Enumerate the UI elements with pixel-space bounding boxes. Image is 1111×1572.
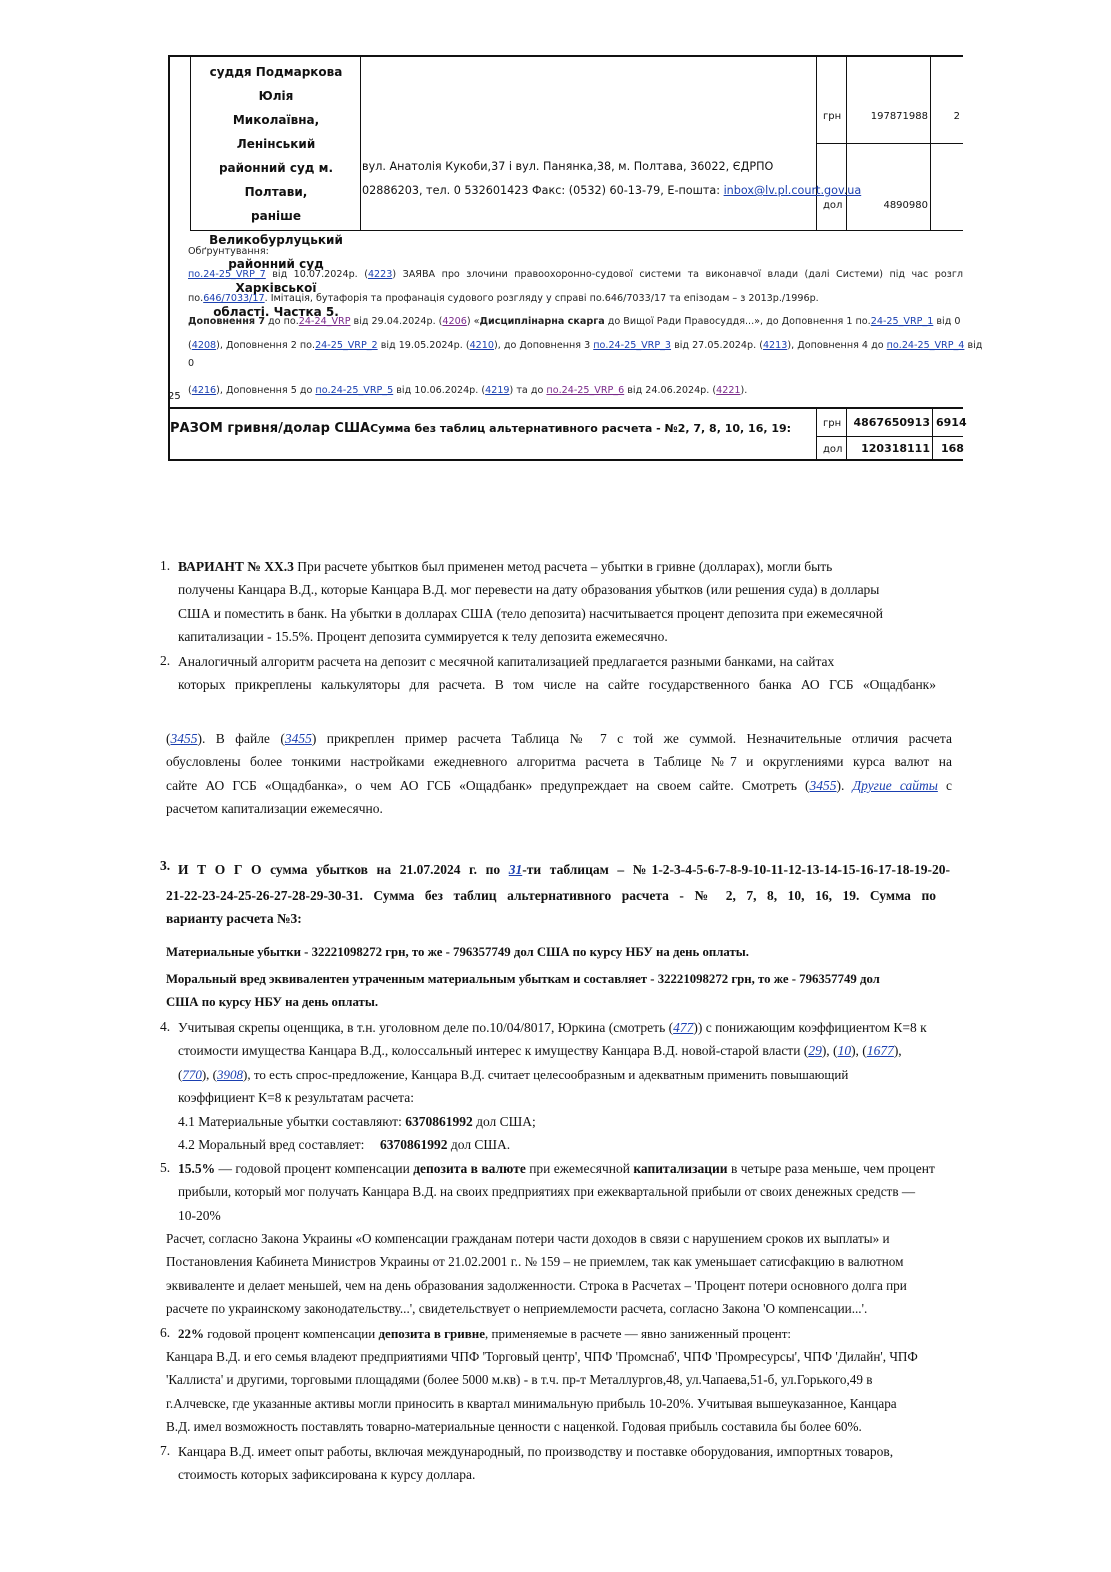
total-usd-2: 168 [941,442,964,455]
text: Дисциплінарна скарга [479,316,605,328]
text: Доповнення 7 [188,316,265,328]
address-line [362,179,862,203]
ref-link[interactable]: 4206 [442,316,467,328]
justification-line: (4216), Доповнення 5 до по.24-25_VRP_5 від 10.06.2024р. (4219) та до по.24-25_VRP_6 від 24.06.2024р. (4221). [188,385,748,397]
text-line: Канцара В.Д. и его семья владеют предприятиями ЧПФ 'Торговый центр', ЧПФ 'Промснаб', ЧПФ 'Промресурсы', ЧПФ 'Дилайн', ЧПФ [166,1349,918,1364]
total-uah-2: 6914 [936,416,967,429]
text-line: обусловлены более тонкими настройками ежедневного алгоритма расчета в Таблице №7 и округлениями курса валют на [166,754,952,770]
judge-line: районний суд м. Полтави, [218,161,334,199]
table-col-divider [360,55,361,231]
text: дол США; [472,1113,536,1129]
ref-link[interactable]: 477 [673,1020,694,1035]
text: від 29.04.2024р. ( [350,316,443,328]
text: 4.2 Моральный вред составляет: [178,1137,365,1153]
text: ), [893,1043,902,1059]
list-item [178,650,936,697]
text: від 0 [933,316,961,328]
text-line: Материальные убытки - 32221098272 грн, то же - 796357749 дол США по курсу НБУ на день оплаты. [166,945,749,959]
text: до Вищої Ради Правосуддя...», до Доповнення 1 по. [604,316,871,328]
total-uah: 4867650913 [853,416,930,429]
table-col-divider [816,408,817,460]
doc-link[interactable]: по.24-25_VRP_5 [315,385,394,397]
text: в четыре раза меньше, чем процент [727,1161,935,1176]
text-line: г.Алчевске, где указанные активы могли приносить в квартал минимальную прибыль 10-20%. Учитывая вышеуказанное, Канцара [166,1395,897,1411]
value: 6370861992 [380,1137,448,1153]
ref-link[interactable]: 3455 [170,731,198,746]
text: при ежемесячной [525,1161,634,1176]
uah-value: 197871988 [870,111,928,122]
text-line: коэффициент К=8 к результатам расчета: [178,1090,414,1106]
text-line: США и поместить в банк. На убытки в долларах США (тело депозита) насчитывается процент депозита при ежемесячной [178,605,883,621]
text-line [178,1157,953,1180]
text: — годовой процент компенсации [215,1161,414,1176]
list-item [178,1440,938,1487]
text-line [178,1322,938,1345]
ref-link[interactable]: 4213 [762,339,788,351]
text: ). [836,777,853,793]
text: И Т О Г О сумма убытков на 21.07.2024 г. по [178,862,509,877]
text-line: которых прикреплены калькуляторы для расчета. В том числе на сайте государственного банка АО ГСБ «Ощадбанк» [178,677,936,693]
table-row-divider [168,407,963,409]
text: стоимости имущества Канцара В.Д., колоссальный интерес к имуществу Канцара В.Д. новой-старой власти ( [178,1043,809,1059]
total-usd: 120318111 [861,442,930,455]
text: від 24.06.2024р. ( [624,385,717,397]
address-cell [362,155,862,203]
text-line: Расчет, согласно Закона Украины «О компенсации гражданам потери части доходов в связи с нарушением сроков их выплаты» и [166,1231,890,1246]
ref-link[interactable]: 4208 [191,339,217,351]
text: годовой процент компенсации [204,1326,379,1341]
text: від 27.05.2024р. ( [671,339,763,351]
text: ) прикреплен пример расчета Таблица № 7 с той же суммой. Незначительные отличия расчета [311,731,952,746]
text-line [178,1016,948,1039]
list-number: 2. [160,653,171,668]
text: по. [188,292,204,304]
text-line [178,1039,948,1062]
judge-line: раніше [251,209,301,223]
text-line: США по курсу НБУ на день оплаты. [166,995,379,1010]
currency-usd: дол [823,200,843,211]
table-bottom-border [168,459,963,461]
text: капитализации [633,1161,728,1176]
text: ( [178,1066,183,1082]
value: 6370861992 [405,1113,473,1129]
list-number: 7. [160,1443,171,1458]
text-line: прибыли, который мог получать Канцара В.Д. на своих предприятиях при ежеквартальной прибыли от своих денежных средств — [178,1184,916,1200]
text-line [178,1063,948,1086]
table-row-divider [816,436,963,437]
text: Сумма без таблиц альтернативного расчета - №2, 7, 8, 10, 16, 19: [370,422,792,435]
text: ) « [466,316,480,328]
justification-line: 0 [188,358,195,370]
ref-link[interactable]: 770 [182,1066,202,1082]
text-line: Аналогичный алгоритм расчета на депозит с месячной капитализацией предлагается разными банками, на сайтах [178,654,835,669]
moral-damage [166,968,939,1015]
text: 4.1 Материальные убытки составляют: [178,1113,406,1129]
table-col-divider [846,408,847,460]
text-line [178,1110,948,1133]
doc-link[interactable]: по.24-25_VRP_7 [188,269,266,281]
doc-link[interactable]: 24-24_VRP [298,316,351,328]
text: ). В файле ( [197,731,285,746]
text: ), ( [821,1043,838,1059]
text: до по. [265,316,299,328]
ref-link[interactable]: 3455 [809,777,837,793]
judge-line: Великобурлуцький [209,233,343,247]
currency-usd: дол [823,444,843,455]
text-line: 10-20% [178,1207,221,1223]
list-item-continued [166,727,952,821]
ref-link[interactable]: 4219 [485,385,510,397]
text: депозита в валюте [413,1161,526,1176]
text-line: 21-22-23-24-25-26-27-28-29-30-31. Сумма без таблиц альтернативного расчета - № 2, 7, 8, 10, 16, 19. Сумма по [166,888,936,903]
text-line [178,1133,948,1156]
text: від 10.06.2024р. ( [393,385,486,397]
text-line: расчете по украинскому законодательству...', свидетельствует о неприемлемости расчета, согласно Закона 'О компенсации...'. [166,1301,868,1317]
text: від 19.05.2024р. ( [377,339,470,351]
ref-link[interactable]: 4216 [191,385,217,397]
text: -ти таблицам – №1-2-3-4-5-6-7-8-9-10-11-12-13-14-15-16-17-18-19-20- [522,862,950,877]
other-sites-link[interactable]: Другие сайты [852,777,938,793]
text: с [937,777,952,793]
ref-link[interactable]: 29 [808,1043,822,1059]
text-line: капитализации - 15.5%. Процент депозита суммируется к телу депозита ежемесячно. [178,629,668,645]
text-line: стоимость которых зафиксирована к курсу доллара. [178,1467,476,1483]
text: від [964,339,983,351]
address-text: 02886203, тел. 0 532601423 Факс: (0532) 60-13-79, Е-пошта: [362,184,724,197]
text: 15.5% [178,1161,216,1176]
doc-link[interactable]: по.24-25_VRP_4 [886,339,965,351]
ref-link[interactable]: 4221 [716,385,741,397]
judge-line: області. Частка 5. [213,305,339,319]
text-line: получены Канцара В.Д., которые Канцара В.Д. мог перевести на дату образования убытков (или решения суда) в доллары [178,582,880,598]
justification-line [188,310,963,333]
usd-value: 4890980 [883,200,928,211]
list-number: 3. [160,858,171,873]
text-line [166,727,952,750]
text-line: Моральный вред эквивалентен утраченным материальным убыткам и составляет - 32221098272 грн, то же - 796357749 дол [166,972,880,986]
text: від 10.07.2024р. ( [265,269,368,281]
ref-link[interactable]: 1677 [866,1043,894,1059]
row-number: 25 [168,391,181,402]
justification-line [188,287,963,310]
list-number: 4. [160,1019,171,1034]
text: ), ( [851,1043,867,1059]
ref-link[interactable]: 3455 [284,731,312,746]
doc-link[interactable]: по.24-25_VRP_3 [593,339,672,351]
justification-line [188,263,963,286]
text-line: Канцара В.Д. имеет опыт работы, включая международный, по производству и поставке оборудования, импортных товаров, [178,1444,894,1459]
doc-link[interactable]: 24-25_VRP_1 [870,316,934,328]
text: )) с понижающим коэффициентом К=8 к [693,1020,927,1035]
material-losses [166,941,946,964]
text: Учитывая скрепы оценщика, в т.н. уголовном деле по.10/04/8017, Юркина (смотреть ( [178,1020,674,1035]
address-line: вул. Анатолія Кукоби,37 і вул. Панянка,38, м. Полтава, 36022, ЄДРПО [362,160,774,173]
list-item [178,555,951,649]
text: сайте АО ГСБ «Ощадбанка», о чем АО ГСБ «Ощадбанк» предупреждает на своем сайте. Смотреть ( [166,777,810,793]
list-item [178,855,950,884]
doc-link[interactable]: по.24-25_VRP_6 [546,385,625,397]
text: ), ( [201,1066,218,1082]
text-line: варианту расчета №3: [166,911,302,927]
tables-link[interactable]: 31 [508,862,523,877]
text-line: 'Каллиста' и другими, торговыми площадями (более 5000 м.кв) - в т.ч. пр-т Металлургов,48, ул.Чапаева,51-б, ул.Горького,49 в [166,1372,873,1388]
text-line [178,855,950,884]
text: ), то есть спрос-предложение, Канцара В.Д. считает целесообразным и адекватным применить повышающий [243,1066,849,1082]
text: ), Доповнення 4 до [787,339,887,351]
text: депозита в гривне [378,1326,485,1341]
judge-line: суддя Подмаркова Юлія [209,65,343,103]
uah-value-2: 2 [953,111,960,122]
list-item [178,1157,953,1227]
text: 22% [178,1326,204,1341]
judge-line: Миколаївна, Ленінський [232,113,320,151]
paragraph [166,1345,953,1439]
email-link[interactable]: inbox@lv.pl.court.gov.ua [723,184,862,197]
text: ), Доповнення 5 до [216,385,316,397]
ref-link[interactable]: 3908 [217,1066,244,1082]
text-line: расчетом капитализации ежемесячно. [166,801,383,817]
ref-link[interactable]: 4210 [469,339,494,351]
table-top-border [168,55,963,57]
text: ), Доповнення 2 по. [216,339,316,351]
list-item-continued [166,884,936,931]
text: ) та до [509,385,547,397]
ref-link[interactable]: 4223 [367,269,393,281]
justification-block [188,240,983,402]
ref-link[interactable]: 10 [837,1043,852,1059]
list-item [178,1322,938,1345]
text-line [178,555,951,578]
text: , применяемые в расчете — явно заниженный процент: [485,1326,792,1341]
text: ), до Доповнення 3 [494,339,594,351]
currency-uah: грн [823,111,842,122]
text-line: В.Д. имел возможность поставлять товарно-материальные ценности с наценкой. Годовая прибыль составила бы более 60%. [166,1419,862,1435]
list-number: 6. [160,1325,171,1340]
text-line: эквиваленте и делает меньшей, чем на день образования задолженности. Строка в Расчетах – 'Процент потери основного долга при [166,1277,907,1293]
justification-line: (4208), Доповнення 2 по.24-25_VRP_2 від 19.05.2024р. (4210), до Доповнення 3 по.24-25_VRP_3 від 27.05.2024р. (4213), Доповнення 4 до по.24-25_VRP_4 від [188,339,983,351]
text: дол США. [447,1137,511,1153]
list-item [178,1016,948,1156]
doc-link[interactable]: 24-25_VRP_2 [315,339,378,351]
text: ). [740,385,748,397]
text: ( [166,731,171,746]
totals-label [170,421,791,436]
text: ВАРИАНТ № ХХ.3 [178,559,294,574]
text-line: Постановления Кабинета Министров Украины от 21.02.2001 г.. № 159 – не приемлем, так как уменьшает сатисфакцию в валютном [166,1254,904,1270]
text: ) ЗАЯВА про злочини правоохоронно-судової системи та виконавчої влади (далі Системи) під час розгл [392,269,963,281]
text-line [166,774,952,797]
judge-line: районний суд Харківської [228,257,324,295]
table-row-divider [816,143,963,144]
doc-link[interactable]: 646/7033/17 [203,292,265,304]
text: . Імітація, бутафорія та профанація судового розгляду у справі по.646/7033/17 та епізодам – з 2013р./1996р. [264,292,819,304]
justification-label: Обґрунтування: [188,246,269,257]
list-number: 1. [160,558,171,573]
text: РАЗОМ гривня/долар США [170,421,371,436]
currency-uah: грн [823,418,842,429]
paragraph [166,1227,953,1321]
text: При расчете убытков был применен метод расчета – убытки в гривне (долларах), могли быть [293,559,833,574]
list-number: 5. [160,1160,171,1175]
table-col-divider [190,55,191,231]
